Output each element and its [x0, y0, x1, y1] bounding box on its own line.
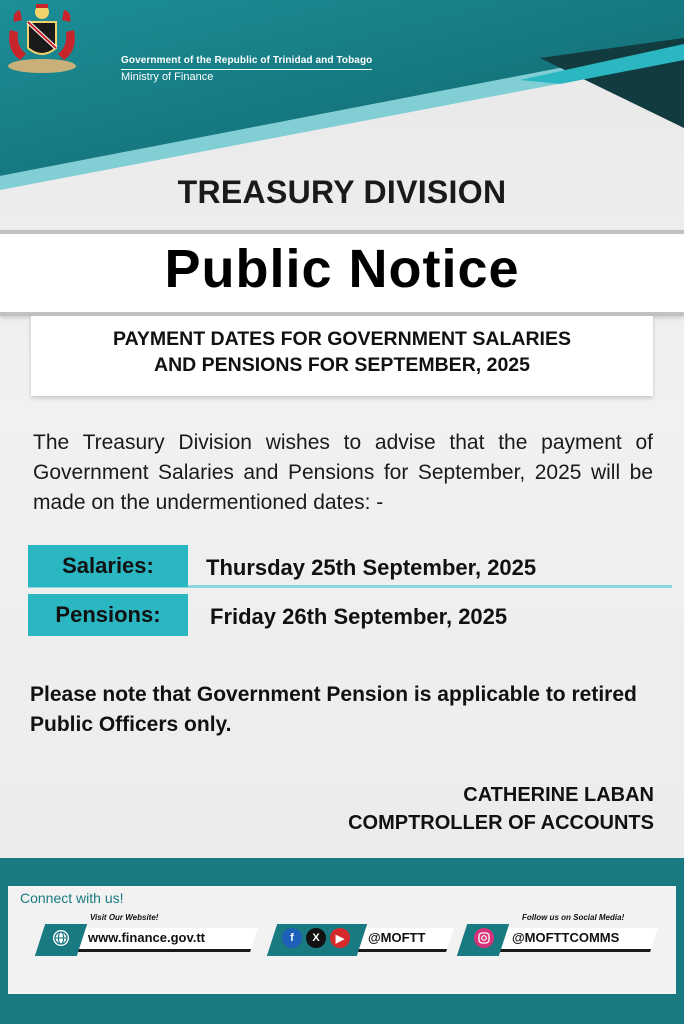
government-name: Government of the Republic of Trinidad and Tobago: [121, 55, 372, 70]
facebook-icon[interactable]: f: [282, 928, 302, 948]
x-icon[interactable]: X: [306, 928, 326, 948]
ministry-name: Ministry of Finance: [121, 71, 214, 83]
salaries-label: Salaries:: [28, 545, 188, 587]
subject-line-2: AND PENSIONS FOR SEPTEMBER, 2025: [153, 354, 530, 376]
signatory-name: CATHERINE LABAN: [463, 784, 654, 806]
website-caption: Visit Our Website!: [90, 913, 159, 922]
body-paragraph: The Treasury Division wishes to advise that the payment of Government Salaries and Pensions for September, 2025 will be made on the undermentioned dates: -: [33, 431, 653, 514]
subject-line-1: PAYMENT DATES FOR GOVERNMENT SALARIES: [113, 328, 571, 350]
instagram-handle[interactable]: @MOFTTCOMMS: [512, 930, 620, 945]
subject-box: [31, 316, 653, 396]
notice-title: Public Notice: [164, 239, 520, 299]
header-background: [0, 0, 684, 200]
connect-heading: Connect with us!: [20, 890, 124, 906]
signatory-title: COMPTROLLER OF ACCOUNTS: [348, 812, 654, 834]
salaries-date: Thursday 25th September, 2025: [206, 555, 537, 580]
pensions-date: Friday 26th September, 2025: [210, 604, 508, 629]
header-banner: [0, 0, 684, 200]
globe-icon: [51, 928, 71, 948]
instagram-icon[interactable]: [474, 928, 494, 948]
coat-of-arms-icon: [0, 0, 84, 76]
social-handle[interactable]: @MOFTT: [368, 930, 426, 945]
pensions-label: Pensions:: [28, 594, 188, 636]
division-heading: TREASURY DIVISION: [177, 174, 507, 210]
pension-note: Please note that Government Pension is applicable to retired Public Officers only.: [30, 683, 637, 736]
youtube-icon[interactable]: ▶: [330, 928, 350, 948]
website-link[interactable]: www.finance.gov.tt: [88, 930, 206, 945]
social-caption: Follow us on Social Media!: [522, 913, 625, 922]
